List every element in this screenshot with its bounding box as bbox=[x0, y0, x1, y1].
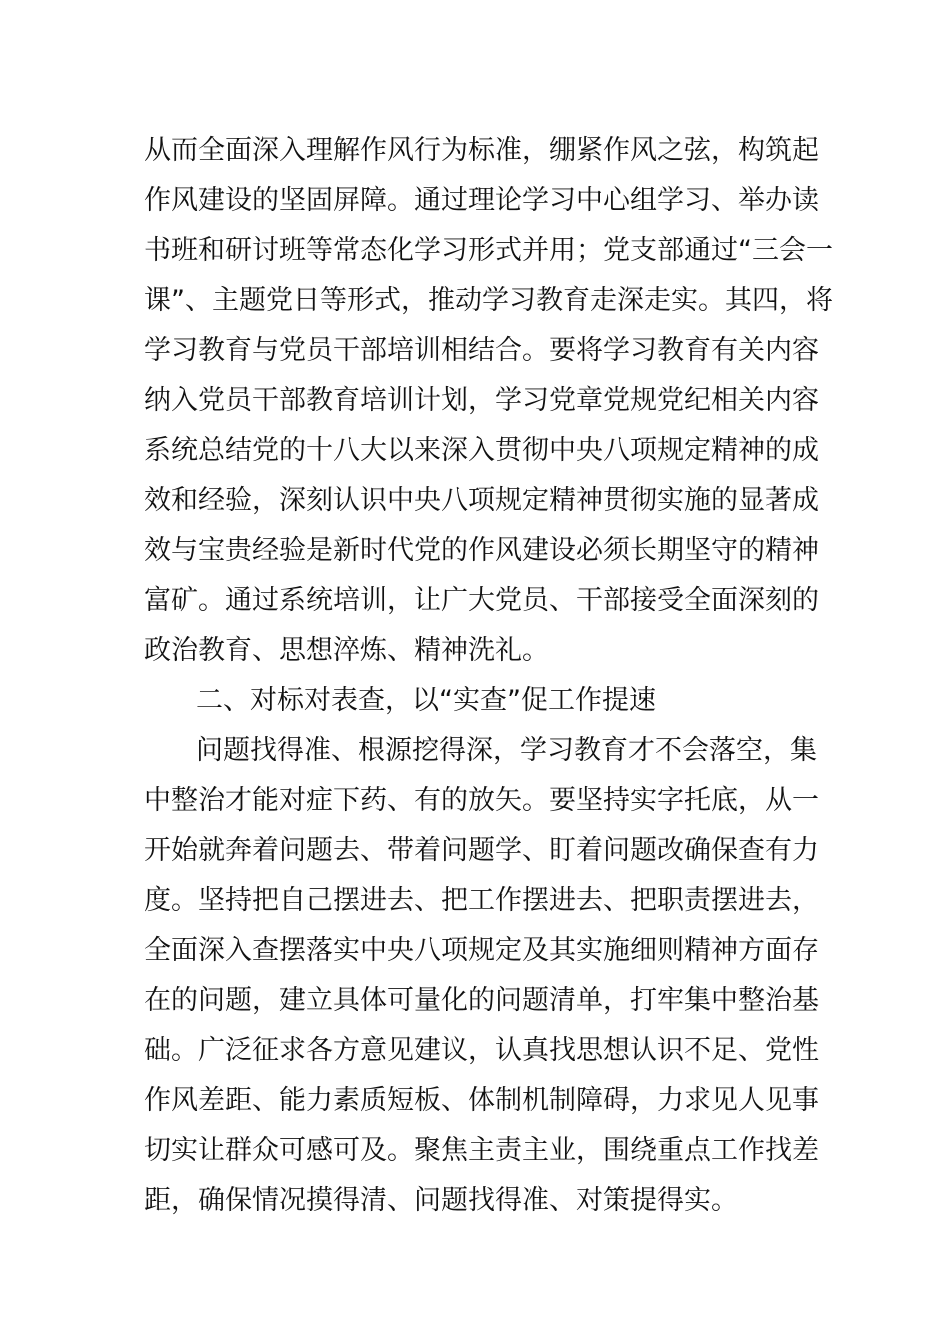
text-line: 从而全面深入理解作风行为标准，绷紧作风之弦，构筑起 bbox=[144, 135, 819, 166]
text-line: 础。广泛征求各方意见建议，认真找思想认识不足、党性 bbox=[144, 1035, 819, 1066]
text-line: 开始就奔着问题去、带着问题学、盯着问题改确保查有力 bbox=[144, 835, 819, 866]
heading-text: 二、对标对表查，以“实查”促工作提速 bbox=[196, 685, 656, 716]
text-line: 系统总结党的十八大以来深入贯彻中央八项规定精神的成 bbox=[144, 435, 819, 466]
section-heading-2 bbox=[144, 676, 806, 726]
text-line: 纳入党员干部教育培训计划，学习党章党规党纪相关内容 bbox=[144, 385, 819, 416]
text-line: 书班和研讨班等常态化学习形式并用；党支部通过“三会一 bbox=[144, 235, 833, 266]
paragraph-study-education bbox=[144, 126, 833, 676]
text-line: 中整治才能对症下药、有的放矢。要坚持实字托底，从一 bbox=[144, 785, 819, 816]
text-line: 全面深入查摆落实中央八项规定及其实施细则精神方面存 bbox=[144, 935, 819, 966]
text-line: 切实让群众可感可及。聚焦主责主业，围绕重点工作找差 bbox=[144, 1135, 819, 1166]
document-body bbox=[144, 126, 833, 1226]
text-line: 度。坚持把自己摆进去、把工作摆进去、把职责摆进去， bbox=[144, 885, 819, 916]
text-line: 富矿。通过系统培训，让广大党员、干部接受全面深刻的 bbox=[144, 585, 819, 616]
text-line: 政治教育、思想淬炼、精神洗礼。 bbox=[144, 635, 549, 666]
text-line: 效和经验，深刻认识中央八项规定精神贯彻实施的显著成 bbox=[144, 485, 819, 516]
text-line: 距，确保情况摸得清、问题找得准、对策提得实。 bbox=[144, 1185, 738, 1216]
paragraph-problem-finding bbox=[144, 726, 819, 1226]
text-line: 作风差距、能力素质短板、体制机制障碍，力求见人见事 bbox=[144, 1085, 819, 1116]
text-line: 课”、主题党日等形式，推动学习教育走深走实。其四，将 bbox=[144, 285, 833, 316]
text-line: 在的问题，建立具体可量化的问题清单，打牢集中整治基 bbox=[144, 985, 819, 1016]
text-line: 学习教育与党员干部培训相结合。要将学习教育有关内容 bbox=[144, 335, 819, 366]
text-line: 作风建设的坚固屏障。通过理论学习中心组学习、举办读 bbox=[144, 185, 819, 216]
text-line: 效与宝贵经验是新时代党的作风建设必须长期坚守的精神 bbox=[144, 535, 819, 566]
text-line: 问题找得准、根源挖得深，学习教育才不会落空，集 bbox=[196, 735, 817, 766]
